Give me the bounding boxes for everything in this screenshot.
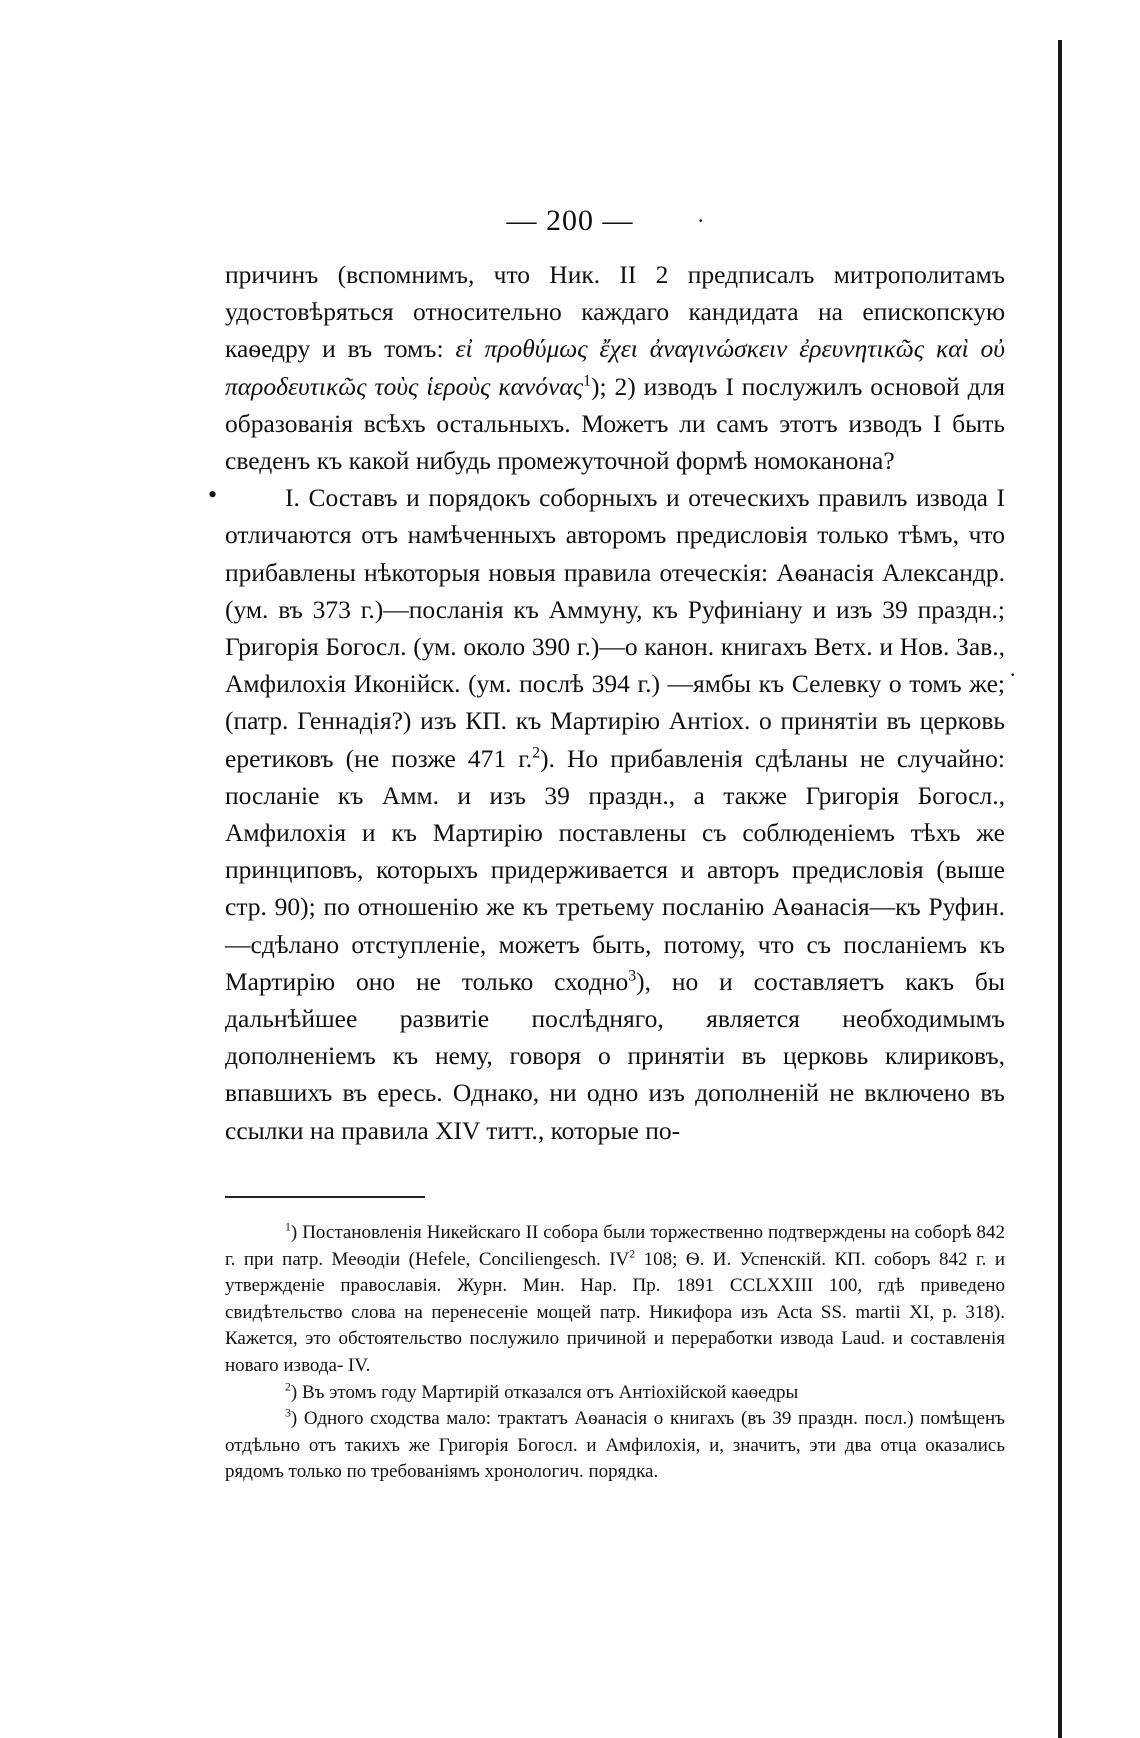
page-number-text: — 200 — [506, 204, 634, 237]
footnote-2 [225, 1380, 1005, 1407]
p2-text-a: I. Составъ и порядокъ соборныхъ и отеческихъ правилъ извода I отличаются отъ намѣченныхъ авторомъ предисловія только тѣмъ, что прибавлены нѣкоторыя новыя правила отеческія: Аѳанасія Александр. (ум. въ 373 г.)—посланія къ Аммуну, къ Руфиніану и изъ 39 праздн.; Григорія Богосл. (ум. около 390 г.)—о канон. книгахъ Ветх. и Нов. Зав., Амфилохія Иконійск. (ум. послѣ 394 г.) —ямбы къ Селевку о томъ же; (патр. Геннадія?) изъ КП. къ Мартирію Антіох. о принятіи въ церковь еретиковъ (не позже 471 г. [225, 483, 1005, 773]
fn2-text: ) Въ этомъ году Мартирій отказался отъ Антіохійской каѳедры [290, 1381, 799, 1403]
page-number [0, 204, 1140, 238]
margin-dot: . [698, 202, 705, 227]
footnote-3 [225, 1406, 1005, 1486]
p2-text-b: ). Но прибавленія сдѣланы не случайно: посланіе къ Амм. и изъ 39 праздн., а также Григорія Богосл., Амфилохія и къ Мартирію поставлены съ соблюденіемъ тѣхъ же принциповъ, которыхъ придерживается и авторъ предисловія (выше стр. 90); по отношенію же къ третьему посланію Аѳанасія—къ Руфин.—сдѣлано отступленіе, можетъ быть, потому, что съ посланіемъ къ Мартирію оно не только сходно [225, 743, 1005, 996]
p1-text-b: ); 2) изводъ I послужилъ основой для образованія всѣхъ остальныхъ. Можетъ ли самъ этотъ изводъ I быть сведенъ къ какой нибудь промежуточной формѣ номоканона? [225, 371, 1005, 476]
p1-greek-quote: εἰ προθύμως ἔχει ἀναγινώσκειν ἐρευνητικῶς καὶ οὐ παροδευτικῶς τοὺς ἱεροὺς κανόνας [225, 334, 1005, 401]
footnote-separator [225, 1196, 425, 1198]
p2-text-c: ), но и составляетъ какъ бы дальнѣйшее развитіе послѣдняго, является необходимымъ дополненіемъ къ нему, говоря о принятіи въ церковь клириковъ, впавшихъ въ ересь. Однако, ни одно изъ дополненій не включено въ ссылки на правила XIV титт., которые по- [225, 966, 1005, 1145]
paragraph-2 [225, 479, 1005, 1149]
main-text [225, 256, 1005, 1149]
fn2-marker: 2 [285, 1380, 291, 1394]
scan-edge-line [1058, 40, 1062, 1738]
fn1-marker: 1 [285, 1220, 291, 1234]
footnote-ref-1: 1 [583, 372, 592, 390]
fn3-text: ) Одного сходства мало: трактатъ Аѳанасія о книгахъ (въ 39 праздн. посл.) помѣщенъ отдѣльно отъ такихъ же Григорія Богосл. и Амфилохія, и, значитъ, эти два отца оказались рядомъ только по требованіямъ хронологич. порядка. [225, 1408, 1005, 1483]
fn1-text-b: 108; Ѳ. И. Успенскій. КП. соборъ 842 г. и утвержденіе православія. Журн. Мин. Нар. Пр. 1891 CCLXXIII 100, гдѣ приведено свидѣтельство слова на перенесеніе мощей патр. Никифора изъ Acta SS. martii XI, p. 318). Кажется, это обстоятельство послужило причиной и переработки извода Laud. и составленія новаго извода- IV. [225, 1248, 1005, 1376]
footnote-ref-2: 2 [532, 744, 541, 762]
footnote-ref-3: 3 [628, 967, 637, 985]
footnotes [225, 1220, 1005, 1486]
fn1-text-a: ) Постановленія Никейскаго II собора были торжественно подтверждены на соборѣ 842 г. при патр. Меѳодіи (Hefele, Conciliengesch. IV [225, 1222, 1005, 1270]
p1-text-a: причинъ (вспомнимъ, что Ник. II 2 предписалъ митрополитамъ удостовѣряться относительно каждаго кандидата на епископскую каѳедру и въ томъ: [225, 260, 1005, 364]
fn1-sup: 2 [629, 1247, 636, 1261]
fn3-marker: 3 [285, 1406, 291, 1420]
footnote-1 [225, 1220, 1005, 1380]
margin-right-dot: . [1010, 656, 1016, 681]
margin-bullet: • [208, 480, 218, 509]
paragraph-1 [225, 256, 1005, 479]
